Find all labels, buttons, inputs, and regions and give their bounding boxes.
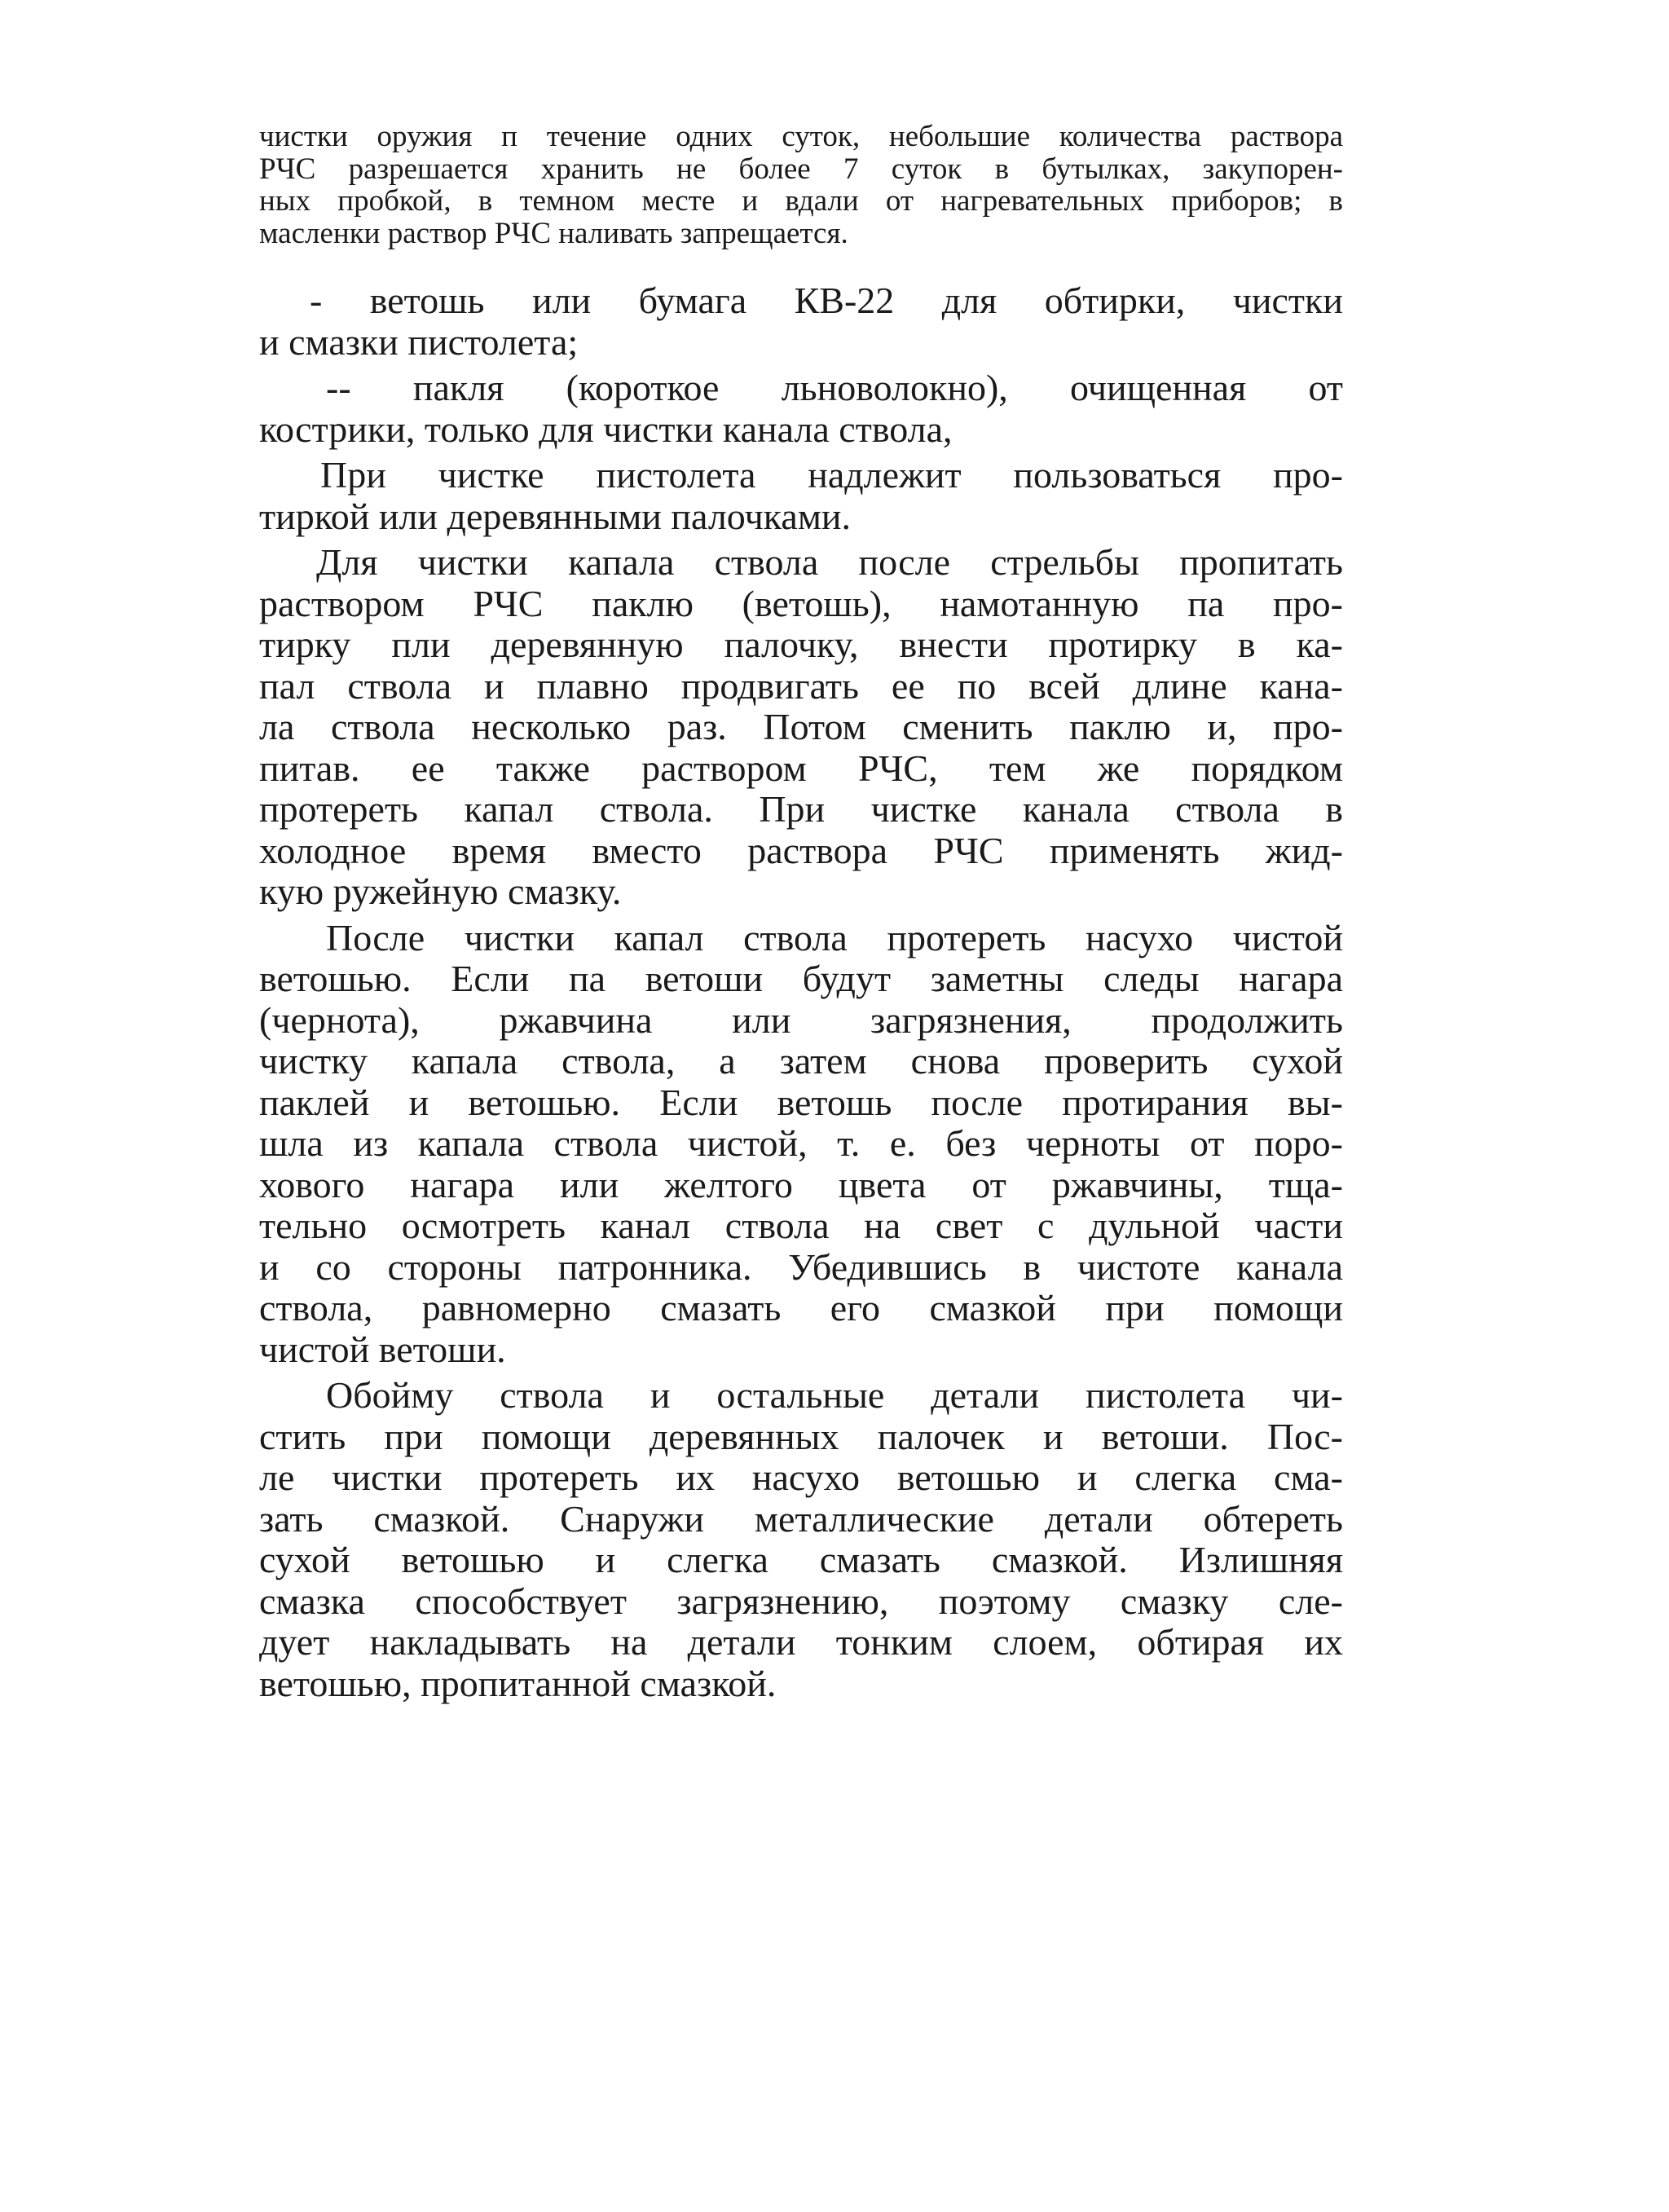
text-line: кую ружейную смазку. xyxy=(259,870,622,912)
footnote-line: масленки раствор РЧС наливать запрещается. xyxy=(259,216,848,250)
text-line: питав. ее также раствором РЧС, тем же порядком xyxy=(259,747,1343,789)
text-line: чистой ветоши. xyxy=(259,1328,506,1370)
document-page xyxy=(259,121,1343,1709)
text-line: Для чистки капала ствола после стрельбы пропитать xyxy=(316,541,1343,583)
text-line: ле чистки протереть их насухо ветошью и слегка сма- xyxy=(259,1456,1343,1498)
text-line: тельно осмотреть канал ствола на свет с дульной части xyxy=(259,1205,1343,1246)
text-line: протереть капал ствола. При чистке канала ствола в xyxy=(259,788,1343,830)
list-item-rags xyxy=(259,280,1343,363)
text-line: При чистке пистолета надлежит пользоваться про- xyxy=(320,454,1343,496)
text-line: - ветошь или бумага КВ-22 для обтирки, чистки xyxy=(310,280,1343,321)
text-line: Обойму ствола и остальные детали пистолета чи- xyxy=(326,1374,1343,1416)
paragraph-bore-cleaning xyxy=(259,542,1343,913)
text-line: пал ствола и плавно продвигать ее по всей длине кана- xyxy=(259,664,1343,707)
text-line: ветошью. Если па ветоши будут заметны следы нагара xyxy=(259,958,1343,999)
text-line: чистку капала ствола, а затем снова проверить сухой xyxy=(259,1040,1343,1082)
text-line: зать смазкой. Снаружи металлические детали обтереть xyxy=(259,1497,1343,1540)
text-line: и смазки пистолета; xyxy=(259,320,579,363)
text-line: тиркой или деревянными палочками. xyxy=(259,495,852,537)
main-text xyxy=(259,280,1343,1704)
footnote-line: чистки оружия п течение одних суток, небольшие количества раствора xyxy=(259,120,1343,153)
footnote-block xyxy=(259,121,1343,249)
text-line: ветошью, пропитанной смазкой. xyxy=(259,1662,777,1704)
text-line: тирку пли деревянную палочку, внести протирку в ка- xyxy=(259,624,1343,665)
paragraph-cleaning-tools xyxy=(259,455,1343,537)
text-line: хового нагара или желтого цвета от ржавчины, тща- xyxy=(259,1163,1343,1205)
text-line: паклей и ветошью. Если ветошь после протирания вы- xyxy=(259,1081,1343,1123)
text-line: раствором РЧС паклю (ветошь), намотанную па про- xyxy=(259,582,1343,624)
text-line: кострики, только для чистки канала ствола, xyxy=(259,408,953,450)
paragraph-bore-drying xyxy=(259,918,1343,1371)
text-line: дует накладывать на детали тонким слоем, обтирая их xyxy=(259,1621,1343,1663)
text-line: (чернота), ржавчина или загрязнения, продолжить xyxy=(259,998,1343,1041)
text-line: сухой ветошью и слегка смазать смазкой. Излишняя xyxy=(259,1539,1343,1580)
text-line: и со стороны патронника. Убедившись в чистоте канала xyxy=(259,1245,1343,1288)
text-line: После чистки капал ствола протереть насухо чистой xyxy=(326,916,1343,958)
paragraph-parts-cleaning xyxy=(259,1375,1343,1704)
text-line: холодное время вместо раствора РЧС применять жид- xyxy=(259,829,1343,871)
footnote-line: ных пробкой, в темном месте и вдали от нагревательных приборов; в xyxy=(259,184,1343,218)
text-line: шла из капала ствола чистой, т. е. без черноты от поро- xyxy=(259,1122,1343,1164)
footnote-line: РЧС разрешается хранить не более 7 суток в бутылках, закупорен- xyxy=(259,152,1343,186)
text-line: ла ствола несколько раз. Потом сменить паклю и, про- xyxy=(259,706,1343,747)
list-item-tow xyxy=(259,368,1343,450)
text-line: стить при помощи деревянных палочек и ветоши. Пос- xyxy=(259,1415,1343,1457)
text-line: ствола, равномерно смазать его смазкой при помощи xyxy=(259,1287,1343,1329)
text-line: смазка способствует загрязнению, поэтому смазку сле- xyxy=(259,1580,1343,1622)
text-line: -- пакля (короткое льноволокно), очищенная от xyxy=(326,367,1343,408)
